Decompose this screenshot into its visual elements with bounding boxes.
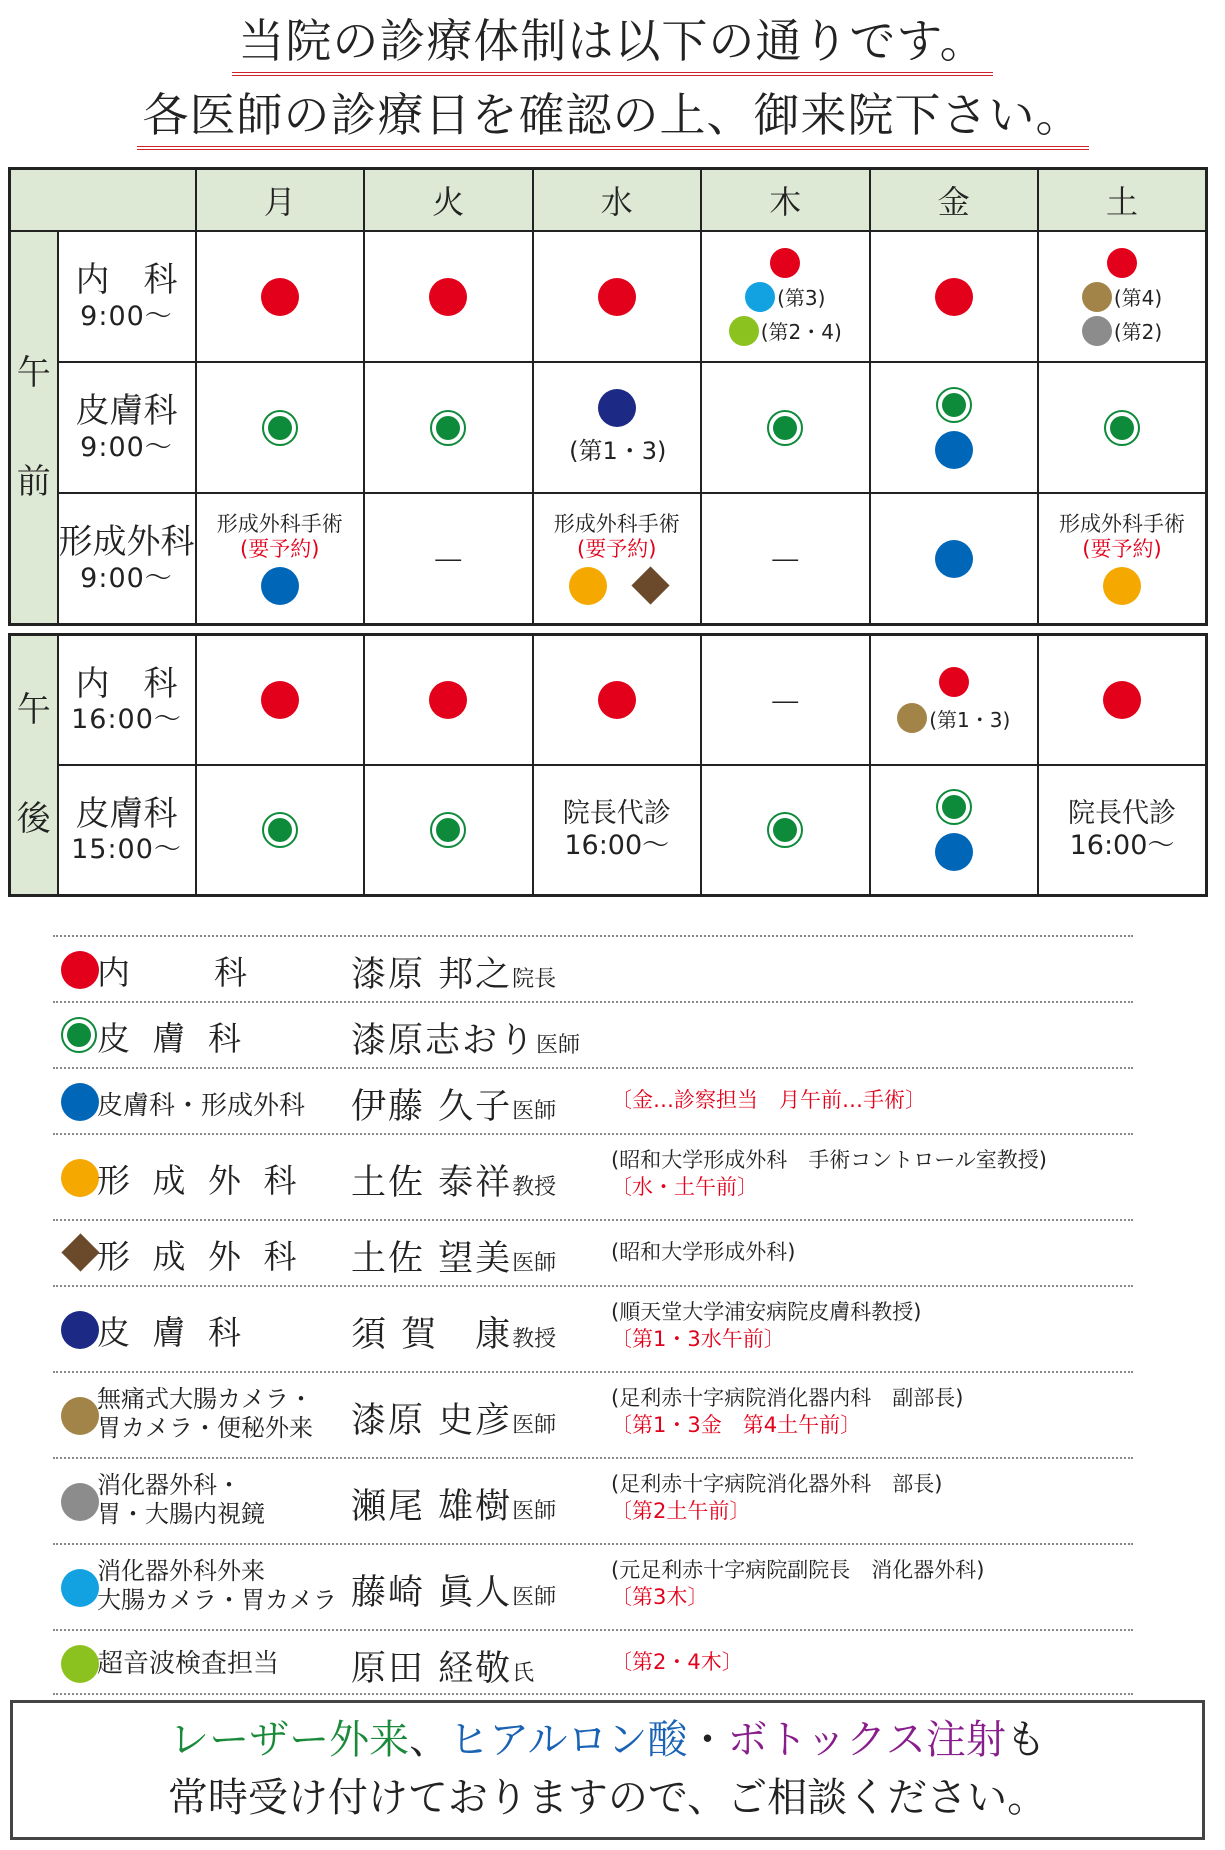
green-ring-icon <box>262 812 298 848</box>
green-ring-icon <box>936 387 972 423</box>
table-row <box>10 493 1207 625</box>
table-row <box>10 362 1207 493</box>
period-afternoon: 午 後 <box>10 635 58 896</box>
cell <box>196 765 365 896</box>
khaki-dot-icon <box>897 703 927 733</box>
khaki-dot-icon <box>61 1397 99 1435</box>
blue-dot-icon <box>61 1083 99 1121</box>
red-dot-icon <box>1103 681 1141 719</box>
sky-dot-icon <box>61 1569 99 1607</box>
day-sat: 土 <box>1038 169 1207 232</box>
red-dot-icon <box>770 248 800 278</box>
gray-dot-icon <box>1082 316 1112 346</box>
list-item: 超音波検査担当 原田 経敬氏 〔第2・4木〕 <box>53 1629 1133 1695</box>
list-item: 皮 膚 科 須 賀 康教授 (順天堂大学浦安病院皮膚科教授) 〔第1・3水午前〕 <box>53 1285 1133 1371</box>
list-item: 無痛式大腸カメラ・ 胃カメラ・便秘外来 漆原 史彦医師 (足利赤十字病院消化器内科 副部長) 〔第1・3金 第4土午前〕 <box>53 1371 1133 1457</box>
green-ring-icon <box>61 1017 97 1053</box>
cell: － <box>701 493 870 625</box>
orange-dot-icon <box>1103 567 1141 605</box>
day-wed: 水 <box>533 169 702 232</box>
list-item: 形 成 外 科 土佐 望美医師 (昭和大学形成外科) <box>53 1219 1133 1285</box>
orange-dot-icon <box>569 567 607 605</box>
cell <box>870 493 1039 625</box>
cell: － <box>701 635 870 766</box>
cell: (第4) (第2) <box>1038 231 1207 362</box>
cell: 院長代診 16:00〜 <box>1038 765 1207 896</box>
footer-line-1: レーザー外来、ヒアルロン酸・ボトックス注射も <box>169 1717 1046 1763</box>
cell <box>870 231 1039 362</box>
dept-internal: 内 科 9:00〜 <box>58 231 196 362</box>
dept-plastic: 形成外科 9:00〜 <box>58 493 196 625</box>
cell <box>701 765 870 896</box>
brown-diamond-icon <box>61 1233 99 1271</box>
list-item: 皮 膚 科 漆原志おり医師 <box>53 1001 1133 1067</box>
red-dot-icon <box>429 681 467 719</box>
red-dot-icon <box>261 278 299 316</box>
brown-diamond-icon <box>632 567 670 605</box>
red-dot-icon <box>939 667 969 697</box>
cell <box>1038 635 1207 766</box>
title-line-2: 各医師の診療日を確認の上、御来院下さい。 <box>0 92 1225 150</box>
list-item: 皮膚科・形成外科 伊藤 久子医師 〔金…診察担当 月午前…手術〕 <box>53 1067 1133 1133</box>
cell <box>1038 362 1207 493</box>
navy-dot-icon <box>61 1311 99 1349</box>
cell: (第3) (第2・4) <box>701 231 870 362</box>
lime-dot-icon <box>61 1645 99 1683</box>
dept-derm-pm: 皮膚科 15:00〜 <box>58 765 196 896</box>
blue-dot-icon <box>935 431 973 469</box>
legend <box>53 935 1133 1695</box>
cell: 院長代診 16:00〜 <box>533 765 702 896</box>
blue-dot-icon <box>935 540 973 578</box>
cell <box>533 231 702 362</box>
gray-dot-icon <box>61 1483 99 1521</box>
period-morning: 午 前 <box>10 231 58 625</box>
cell <box>196 635 365 766</box>
blue-dot-icon <box>935 833 973 871</box>
green-ring-icon <box>430 812 466 848</box>
red-dot-icon <box>429 278 467 316</box>
cell: (第1・3) <box>870 635 1039 766</box>
list-item: 消化器外科・ 胃・大腸内視鏡 瀬尾 雄樹医師 (足利赤十字病院消化器外科 部長) 〔第2土午前〕 <box>53 1457 1133 1543</box>
day-thu: 木 <box>701 169 870 232</box>
afternoon-schedule-table <box>8 633 1208 897</box>
table-row <box>10 635 1207 766</box>
red-dot-icon <box>935 278 973 316</box>
header-corner <box>10 169 196 232</box>
cell: － <box>364 493 533 625</box>
dept-derm: 皮膚科 9:00〜 <box>58 362 196 493</box>
blue-dot-icon <box>261 567 299 605</box>
red-dot-icon <box>1107 248 1137 278</box>
cell <box>870 362 1039 493</box>
header-row <box>10 169 1207 232</box>
cell <box>364 231 533 362</box>
list-item: 消化器外科外来 大腸カメラ・胃カメラ 藤崎 眞人医師 (元足利赤十字病院副院長 消化器外科) 〔第3木〕 <box>53 1543 1133 1629</box>
red-dot-icon <box>261 681 299 719</box>
cell: (第1・3) <box>533 362 702 493</box>
list-item: 形 成 外 科 土佐 泰祥教授 (昭和大学形成外科 手術コントロール室教授) 〔水・土午前〕 <box>53 1133 1133 1219</box>
cell: 形成外科手術 (要予約) <box>1038 493 1207 625</box>
dept-internal-pm: 内 科 16:00〜 <box>58 635 196 766</box>
table-row <box>10 765 1207 896</box>
red-dot-icon <box>61 951 99 989</box>
cell <box>701 362 870 493</box>
footer-notice <box>10 1700 1205 1840</box>
green-ring-icon <box>430 410 466 446</box>
cell <box>196 362 365 493</box>
cell <box>364 362 533 493</box>
title-line-1: 当院の診療体制は以下の通りです。 <box>0 18 1225 76</box>
day-tue: 火 <box>364 169 533 232</box>
orange-dot-icon <box>61 1159 99 1197</box>
morning-schedule-table <box>8 167 1208 626</box>
navy-dot-icon <box>598 389 636 427</box>
lime-dot-icon <box>729 316 759 346</box>
green-ring-icon <box>1104 410 1140 446</box>
footer-line-2: 常時受け付けておりますので、ご相談ください。 <box>167 1775 1048 1821</box>
cell <box>364 765 533 896</box>
khaki-dot-icon <box>1082 282 1112 312</box>
list-item: 内 科 漆原 邦之院長 <box>53 935 1133 1001</box>
green-ring-icon <box>767 812 803 848</box>
sky-dot-icon <box>745 282 775 312</box>
green-ring-icon <box>262 410 298 446</box>
cell <box>870 765 1039 896</box>
day-fri: 金 <box>870 169 1039 232</box>
day-mon: 月 <box>196 169 365 232</box>
cell <box>364 635 533 766</box>
red-dot-icon <box>598 681 636 719</box>
green-ring-icon <box>767 410 803 446</box>
cell <box>533 635 702 766</box>
table-row <box>10 231 1207 362</box>
cell: 形成外科手術 (要予約) <box>196 493 365 625</box>
cell: 形成外科手術 (要予約) <box>533 493 702 625</box>
green-ring-icon <box>936 789 972 825</box>
red-dot-icon <box>598 278 636 316</box>
cell <box>196 231 365 362</box>
